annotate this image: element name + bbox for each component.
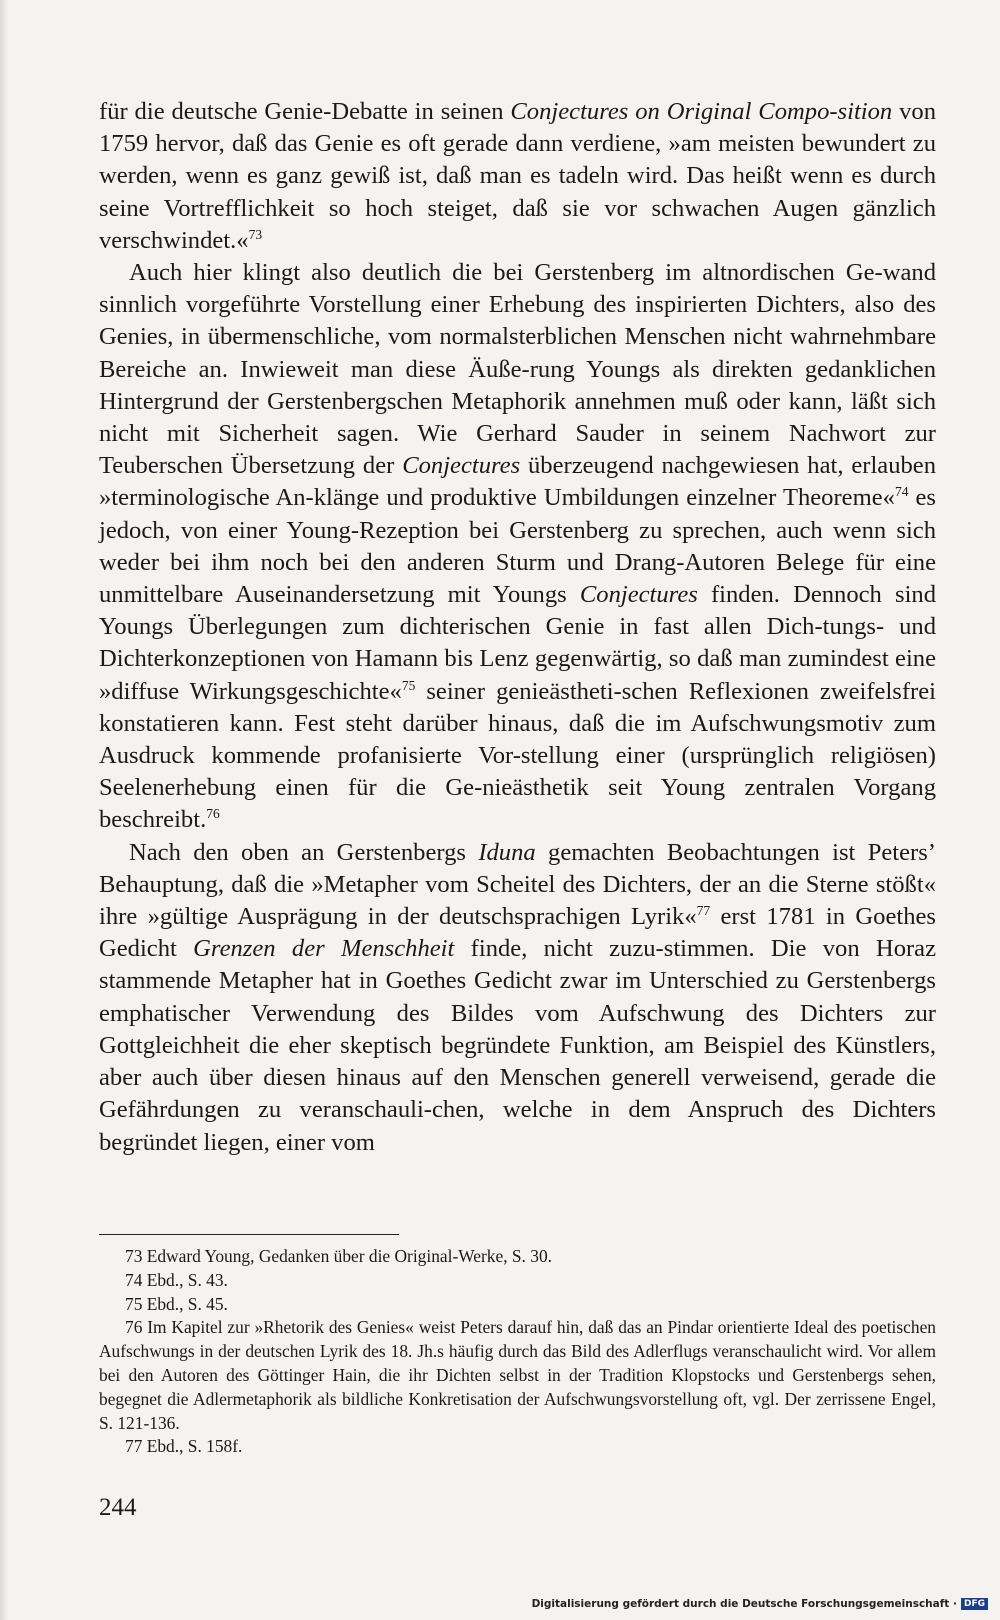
italic-title: Conjectures on Original Compo-sition (510, 98, 893, 125)
footnote-73: 73 Edward Young, Gedanken über die Original-Werke, S. 30. (125, 1246, 552, 1266)
main-text (99, 96, 936, 1159)
credit-text: Digitalisierung gefördert durch die Deutsche Forschungsgemeinschaft · (531, 1598, 957, 1610)
italic-title: Grenzen der Menschheit (193, 935, 455, 963)
footnote-divider (99, 1234, 399, 1235)
footnote-77: 77 Ebd., S. 158f. (125, 1436, 243, 1457)
italic-title: Conjectures (579, 581, 698, 609)
dfg-logo-icon: DFG (961, 1598, 988, 1610)
page-number: 244 (99, 1494, 137, 1521)
footnote-74: 74 Ebd., S. 43. (125, 1269, 228, 1290)
footnote-ref-75[interactable]: 75 (401, 677, 416, 693)
footnotes (99, 1245, 936, 1459)
paragraph-1: für die deutsche Genie-Debatte in seinen Conjectures on Original Compo-sition von 1759 hervor, daß das Genie es oft gerade dann verdiene, »am meisten bewundert zu werden, wenn es ganz gewiß ist, daß man es tadeln wird. Das heißt wenn es durch seine Vortrefflichkeit so hoch steiget, daß sie vor schwachen Augen gänzlich verschwindet.«$^{73}$ (99, 98, 936, 254)
paragraph-3: Nach den oben an Gerstenbergs Iduna gemachten Beobachtungen ist Peters’ Behauptung, daß die »Metapher vom Scheitel des Dichters, der an die Sterne stößt« ihre »gültige Ausprägung in der deutschsprachigen Lyrik«$^{77}$ erst 1781 in Goethes Gedicht Grenzen der Menschheit finde, nicht zuzu-stimmen. Die von Horaz stammende Metapher hat in Goethes Gedicht zwar im Unterschied zu Gerstenbergs emphatischer Verwendung des Bildes vom Aufschwung des Dichters zur Gottgleichheit die eher skeptisch begründete Funktion, am Beispiel des Künstlers, aber auch über diesen hinaus auf den Menschen generell verweisend, gerade die Gefährdungen zu veranschauli-chen, welche in dem Anspruch des Dichters begründet liegen, einer vom (99, 838, 937, 1156)
footnote-76: 76 Im Kapitel zur »Rhetorik des Genies« weist Peters darauf hin, daß das an Pindar orientierte Ideal des poetischen Aufschwungs in der deutschen Lyrik des 18. Jh.s häufig durch das Bild des Adlerflugs veranschaulicht wird. Vor allem bei den Autoren des Göttinger Hain, die ihr Dichten selbst in der Tradition Klopstocks und Gerstenbergs sehen, begegnet die Adlermetaphorik als bildliche Konkretisation der Aufschwungsvorstellung oft, vgl. Der zerrissene Engel, S. 121-136. (99, 1317, 936, 1433)
footnote-ref-77[interactable]: 77 (696, 902, 711, 918)
footnote-ref-74[interactable]: 74 (894, 484, 909, 500)
paragraph-2: Auch hier klingt also deutlich die bei Gerstenberg im altnordischen Ge-wand sinnlich vorgeführte Vorstellung einer Erhebung des inspirierten Dichters, also des Genies, in übermenschliche, vom normalsterblichen Menschen nicht wahrnehmbare Bereiche an. Inwieweit man diese Äuße-rung Youngs als direkten gedanklichen Hintergrund der Gerstenbergschen Metaphorik annehmen muß oder kann, läßt sich nicht mit Sicherheit sagen. Wie Gerhard Sauder in seinem Nachwort zur Teuberschen Übersetzung der Conjectures überzeugend nachgewiesen hat, erlauben »terminologische An-klänge und produktive Umbildungen einzelner Theoreme«$^{74}$ es jedoch, von einer Young-Rezeption bei Gerstenberg zu sprechen, auch wenn sich weder bei ihm noch bei den anderen Sturm und Drang-Autoren Belege für eine unmittelbare Auseinandersetzung mit Youngs Conjectures finden. Dennoch sind Youngs Überlegungen zum dichterischen Genie in fast allen Dich-tungs- und Dichterkonzeptionen von Hamann bis Lenz gegenwärtig, so daß man zumindest eine »diffuse Wirkungsgeschichte«$^{75}$ seiner genieästheti-schen Reflexionen zweifelsfrei konstatieren kann. Fest steht darüber hinaus, daß die im Aufschwungsmotiv zum Ausdruck kommende profanisierte Vor-stellung einer (ursprünglich religiösen) Seelenerhebung einen für die Ge-nieästhetik seit Young zentralen Vorgang beschreibt.$^{76}$ (99, 259, 937, 834)
page-gutter-shadow (0, 0, 8, 1620)
footnote-ref-76[interactable]: 76 (206, 806, 220, 822)
footnote-ref-73[interactable]: 73 (248, 226, 263, 242)
footnote-75: 75 Ebd., S. 45. (125, 1293, 228, 1314)
italic-title: Iduna (478, 838, 536, 866)
italic-title: Conjectures (402, 452, 521, 480)
digitization-credit (532, 1598, 988, 1610)
